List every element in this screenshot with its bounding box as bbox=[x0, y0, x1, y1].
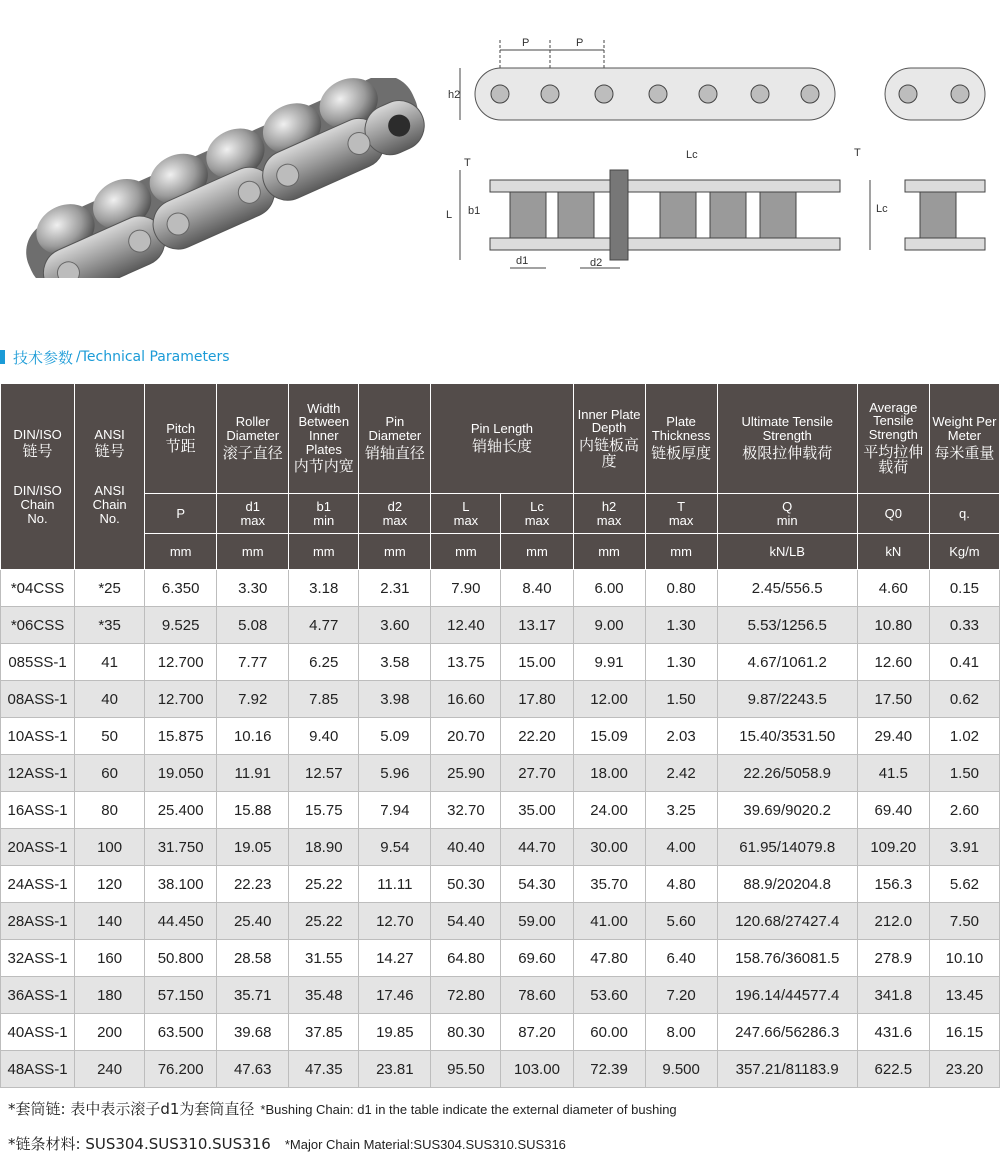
diagram-label-p1: P bbox=[522, 37, 530, 49]
table-cell: 19.050 bbox=[145, 755, 217, 792]
table-cell: 20ASS-1 bbox=[1, 829, 75, 866]
col-pin-length: Pin Length 销轴长度 bbox=[431, 384, 573, 494]
unit-w: Kg/m bbox=[929, 534, 999, 570]
unit-t: mm bbox=[645, 534, 717, 570]
table-cell: 9.525 bbox=[145, 607, 217, 644]
table-cell: 0.15 bbox=[929, 570, 999, 607]
table-row bbox=[1, 607, 1000, 644]
table-cell: 12.700 bbox=[145, 644, 217, 681]
table-cell: 15.00 bbox=[501, 644, 573, 681]
table-cell: 240 bbox=[75, 1051, 145, 1088]
table-row bbox=[1, 1014, 1000, 1051]
col-ansi: ANSI 链号 ANSI Chain No. bbox=[75, 384, 145, 570]
table-cell: 15.88 bbox=[217, 792, 289, 829]
col-roller: Roller Diameter 滚子直径 bbox=[217, 384, 289, 494]
table-cell: 22.23 bbox=[217, 866, 289, 903]
sym-l: L max bbox=[431, 494, 501, 534]
table-cell: 54.30 bbox=[501, 866, 573, 903]
table-cell: 20.70 bbox=[431, 718, 501, 755]
diagram-label-p2: P bbox=[576, 37, 584, 49]
table-cell: 7.92 bbox=[217, 681, 289, 718]
table-cell: 7.94 bbox=[359, 792, 431, 829]
table-row bbox=[1, 829, 1000, 866]
table-cell: 6.350 bbox=[145, 570, 217, 607]
table-cell: 28.58 bbox=[217, 940, 289, 977]
table-cell: 47.35 bbox=[289, 1051, 359, 1088]
table-cell: 5.62 bbox=[929, 866, 999, 903]
table-cell: 13.17 bbox=[501, 607, 573, 644]
table-row bbox=[1, 644, 1000, 681]
table-cell: 39.68 bbox=[217, 1014, 289, 1051]
table-cell: 9.91 bbox=[573, 644, 645, 681]
unit-d2: mm bbox=[359, 534, 431, 570]
table-cell: 109.20 bbox=[857, 829, 929, 866]
table-cell: 95.50 bbox=[431, 1051, 501, 1088]
table-cell: 9.87/2243.5 bbox=[717, 681, 857, 718]
table-cell: 28ASS-1 bbox=[1, 903, 75, 940]
table-cell: 88.9/20204.8 bbox=[717, 866, 857, 903]
sym-d1: d1 max bbox=[217, 494, 289, 534]
table-cell: 60 bbox=[75, 755, 145, 792]
table-cell: 120.68/27427.4 bbox=[717, 903, 857, 940]
table-cell: 35.70 bbox=[573, 866, 645, 903]
table-cell: 69.40 bbox=[857, 792, 929, 829]
table-cell: 18.90 bbox=[289, 829, 359, 866]
table-cell: 31.750 bbox=[145, 829, 217, 866]
table-cell: 6.00 bbox=[573, 570, 645, 607]
table-cell: 7.90 bbox=[431, 570, 501, 607]
col-plate: Plate Thickness 链板厚度 bbox=[645, 384, 717, 494]
table-cell: 47.80 bbox=[573, 940, 645, 977]
table-cell: 64.80 bbox=[431, 940, 501, 977]
table-cell: 15.75 bbox=[289, 792, 359, 829]
table-cell: 2.31 bbox=[359, 570, 431, 607]
table-cell: 25.40 bbox=[217, 903, 289, 940]
table-cell: 12.40 bbox=[431, 607, 501, 644]
table-row bbox=[1, 681, 1000, 718]
table-cell: 19.85 bbox=[359, 1014, 431, 1051]
table-cell: 37.85 bbox=[289, 1014, 359, 1051]
table-cell: 87.20 bbox=[501, 1014, 573, 1051]
table-cell: 3.60 bbox=[359, 607, 431, 644]
table-cell: 1.02 bbox=[929, 718, 999, 755]
table-cell: 14.27 bbox=[359, 940, 431, 977]
table-cell: 19.05 bbox=[217, 829, 289, 866]
table-cell: 2.60 bbox=[929, 792, 999, 829]
unit-q0: kN bbox=[857, 534, 929, 570]
table-cell: 72.80 bbox=[431, 977, 501, 1014]
table-cell: 40ASS-1 bbox=[1, 1014, 75, 1051]
col-inner: Inner Plate Depth 内链板高度 bbox=[573, 384, 645, 494]
table-cell: 2.03 bbox=[645, 718, 717, 755]
table-cell: 158.76/36081.5 bbox=[717, 940, 857, 977]
diagram-label-h2: h2 bbox=[448, 89, 461, 101]
table-cell: 120 bbox=[75, 866, 145, 903]
table-cell: 4.77 bbox=[289, 607, 359, 644]
table-cell: 17.46 bbox=[359, 977, 431, 1014]
table-cell: 57.150 bbox=[145, 977, 217, 1014]
table-cell: 0.80 bbox=[645, 570, 717, 607]
table-row bbox=[1, 977, 1000, 1014]
table-cell: 8.00 bbox=[645, 1014, 717, 1051]
table-cell: 6.25 bbox=[289, 644, 359, 681]
table-cell: *04CSS bbox=[1, 570, 75, 607]
table-cell: 16.15 bbox=[929, 1014, 999, 1051]
table-cell: 41.00 bbox=[573, 903, 645, 940]
col-din: DIN/ISO 链号 DIN/ISO Chain No. bbox=[1, 384, 75, 570]
sym-q0: Q0 bbox=[857, 494, 929, 534]
table-cell: 7.50 bbox=[929, 903, 999, 940]
table-cell: 16ASS-1 bbox=[1, 792, 75, 829]
spec-table-body bbox=[1, 570, 1000, 1088]
table-cell: 08ASS-1 bbox=[1, 681, 75, 718]
unit-p: mm bbox=[145, 534, 217, 570]
table-cell: 0.33 bbox=[929, 607, 999, 644]
unit-l: mm bbox=[431, 534, 501, 570]
table-cell: 8.40 bbox=[501, 570, 573, 607]
table-cell: 431.6 bbox=[857, 1014, 929, 1051]
sym-d2: d2 max bbox=[359, 494, 431, 534]
table-cell: 5.53/1256.5 bbox=[717, 607, 857, 644]
table-cell: 29.40 bbox=[857, 718, 929, 755]
unit-b1: mm bbox=[289, 534, 359, 570]
table-cell: 35.48 bbox=[289, 977, 359, 1014]
table-cell: 9.500 bbox=[645, 1051, 717, 1088]
table-cell: *06CSS bbox=[1, 607, 75, 644]
table-cell: 22.26/5058.9 bbox=[717, 755, 857, 792]
table-cell: 18.00 bbox=[573, 755, 645, 792]
table-cell: 36ASS-1 bbox=[1, 977, 75, 1014]
table-cell: 156.3 bbox=[857, 866, 929, 903]
table-row bbox=[1, 1051, 1000, 1088]
diagram-label-l: L bbox=[446, 209, 453, 221]
table-cell: 78.60 bbox=[501, 977, 573, 1014]
table-cell: 12.70 bbox=[359, 903, 431, 940]
table-cell: 27.70 bbox=[501, 755, 573, 792]
note-material: *链条材料: SUS304.SUS310.SUS316 *Major Chain Material:SUS304.SUS310.SUS316 bbox=[8, 1135, 566, 1153]
col-weight: Weight Per Meter 每米重量 bbox=[929, 384, 999, 494]
table-cell: 15.09 bbox=[573, 718, 645, 755]
diagram-label-lc-right: Lc bbox=[876, 203, 888, 215]
table-cell: 35.71 bbox=[217, 977, 289, 1014]
table-cell: 35.00 bbox=[501, 792, 573, 829]
table-cell: 38.100 bbox=[145, 866, 217, 903]
diagram-label-t-right: T bbox=[854, 147, 861, 159]
diagram-label-d1: d1 bbox=[516, 255, 529, 267]
table-row bbox=[1, 866, 1000, 903]
table-cell: 10.16 bbox=[217, 718, 289, 755]
section-title-en: /Technical Parameters bbox=[76, 349, 230, 365]
table-cell: 39.69/9020.2 bbox=[717, 792, 857, 829]
col-width: Width Between Inner Plates 内节内宽 bbox=[289, 384, 359, 494]
table-cell: 72.39 bbox=[573, 1051, 645, 1088]
table-cell: 6.40 bbox=[645, 940, 717, 977]
table-cell: 5.09 bbox=[359, 718, 431, 755]
table-cell: 3.98 bbox=[359, 681, 431, 718]
table-cell: 11.91 bbox=[217, 755, 289, 792]
table-cell: 17.80 bbox=[501, 681, 573, 718]
note-bushing: *套筒链: 表中表示滚子d1为套筒直径 *Bushing Chain: d1 in the table indicate the external diameter of bushing bbox=[8, 1100, 677, 1118]
table-cell: 40.40 bbox=[431, 829, 501, 866]
table-row bbox=[1, 570, 1000, 607]
table-cell: 7.77 bbox=[217, 644, 289, 681]
table-cell: 50 bbox=[75, 718, 145, 755]
table-cell: 100 bbox=[75, 829, 145, 866]
table-cell: 17.50 bbox=[857, 681, 929, 718]
sym-w: q. bbox=[929, 494, 999, 534]
unit-lc: mm bbox=[501, 534, 573, 570]
table-cell: 69.60 bbox=[501, 940, 573, 977]
table-cell: 085SS-1 bbox=[1, 644, 75, 681]
table-cell: 80 bbox=[75, 792, 145, 829]
unit-h2: mm bbox=[573, 534, 645, 570]
table-cell: 32.70 bbox=[431, 792, 501, 829]
table-cell: 44.70 bbox=[501, 829, 573, 866]
sym-p: P bbox=[145, 494, 217, 534]
table-cell: 3.25 bbox=[645, 792, 717, 829]
table-cell: 50.800 bbox=[145, 940, 217, 977]
table-cell: 24.00 bbox=[573, 792, 645, 829]
table-cell: 2.42 bbox=[645, 755, 717, 792]
table-cell: 5.60 bbox=[645, 903, 717, 940]
table-cell: 15.40/3531.50 bbox=[717, 718, 857, 755]
table-cell: 10ASS-1 bbox=[1, 718, 75, 755]
table-cell: 357.21/81183.9 bbox=[717, 1051, 857, 1088]
table-cell: 25.22 bbox=[289, 903, 359, 940]
table-cell: 48ASS-1 bbox=[1, 1051, 75, 1088]
chain-photo bbox=[0, 78, 440, 278]
section-title-cn: 技术参数 bbox=[13, 348, 74, 367]
table-cell: 25.22 bbox=[289, 866, 359, 903]
table-cell: 40 bbox=[75, 681, 145, 718]
table-cell: 212.0 bbox=[857, 903, 929, 940]
unit-q: kN/LB bbox=[717, 534, 857, 570]
table-cell: 622.5 bbox=[857, 1051, 929, 1088]
table-cell: 3.91 bbox=[929, 829, 999, 866]
unit-d1: mm bbox=[217, 534, 289, 570]
table-cell: 10.80 bbox=[857, 607, 929, 644]
col-average: Average Tensile Strength 平均拉伸载荷 bbox=[857, 384, 929, 494]
table-cell: 11.11 bbox=[359, 866, 431, 903]
sym-b1: b1 min bbox=[289, 494, 359, 534]
diagram-label-d2: d2 bbox=[590, 257, 603, 269]
table-cell: 5.96 bbox=[359, 755, 431, 792]
table-cell: 1.30 bbox=[645, 607, 717, 644]
table-cell: 196.14/44577.4 bbox=[717, 977, 857, 1014]
table-cell: 180 bbox=[75, 977, 145, 1014]
table-cell: 12ASS-1 bbox=[1, 755, 75, 792]
table-cell: 4.80 bbox=[645, 866, 717, 903]
table-cell: 59.00 bbox=[501, 903, 573, 940]
table-cell: 24ASS-1 bbox=[1, 866, 75, 903]
diagram-label-t-top: T bbox=[464, 157, 471, 169]
table-cell: 47.63 bbox=[217, 1051, 289, 1088]
table-cell: *35 bbox=[75, 607, 145, 644]
table-cell: 1.50 bbox=[645, 681, 717, 718]
table-cell: 4.67/1061.2 bbox=[717, 644, 857, 681]
table-row bbox=[1, 940, 1000, 977]
table-cell: 63.500 bbox=[145, 1014, 217, 1051]
sym-h2: h2 max bbox=[573, 494, 645, 534]
table-cell: 4.60 bbox=[857, 570, 929, 607]
chain-diagram bbox=[430, 30, 1000, 280]
table-cell: 61.95/14079.8 bbox=[717, 829, 857, 866]
table-cell: 80.30 bbox=[431, 1014, 501, 1051]
table-cell: 7.20 bbox=[645, 977, 717, 1014]
table-cell: 0.62 bbox=[929, 681, 999, 718]
table-cell: 12.57 bbox=[289, 755, 359, 792]
table-cell: 3.58 bbox=[359, 644, 431, 681]
sym-q: Q min bbox=[717, 494, 857, 534]
table-cell: 341.8 bbox=[857, 977, 929, 1014]
table-cell: 15.875 bbox=[145, 718, 217, 755]
table-cell: 44.450 bbox=[145, 903, 217, 940]
table-cell: *25 bbox=[75, 570, 145, 607]
table-cell: 53.60 bbox=[573, 977, 645, 1014]
table-cell: 9.54 bbox=[359, 829, 431, 866]
table-cell: 9.00 bbox=[573, 607, 645, 644]
table-cell: 25.400 bbox=[145, 792, 217, 829]
table-cell: 13.45 bbox=[929, 977, 999, 1014]
table-cell: 2.45/556.5 bbox=[717, 570, 857, 607]
table-cell: 13.75 bbox=[431, 644, 501, 681]
table-cell: 12.700 bbox=[145, 681, 217, 718]
table-cell: 3.30 bbox=[217, 570, 289, 607]
table-cell: 32ASS-1 bbox=[1, 940, 75, 977]
table-cell: 54.40 bbox=[431, 903, 501, 940]
table-cell: 140 bbox=[75, 903, 145, 940]
sym-lc: Lc max bbox=[501, 494, 573, 534]
table-cell: 12.60 bbox=[857, 644, 929, 681]
spec-table bbox=[0, 383, 1000, 1088]
table-row bbox=[1, 755, 1000, 792]
table-cell: 16.60 bbox=[431, 681, 501, 718]
sym-t: T max bbox=[645, 494, 717, 534]
col-pin: Pin Diameter 销轴直径 bbox=[359, 384, 431, 494]
table-cell: 41.5 bbox=[857, 755, 929, 792]
table-cell: 278.9 bbox=[857, 940, 929, 977]
table-cell: 9.40 bbox=[289, 718, 359, 755]
table-row bbox=[1, 903, 1000, 940]
table-cell: 22.20 bbox=[501, 718, 573, 755]
table-cell: 50.30 bbox=[431, 866, 501, 903]
table-cell: 247.66/56286.3 bbox=[717, 1014, 857, 1051]
table-cell: 1.50 bbox=[929, 755, 999, 792]
table-row bbox=[1, 718, 1000, 755]
diagram-label-lc-top: Lc bbox=[686, 149, 698, 161]
table-cell: 103.00 bbox=[501, 1051, 573, 1088]
table-cell: 10.10 bbox=[929, 940, 999, 977]
table-cell: 4.00 bbox=[645, 829, 717, 866]
table-row bbox=[1, 792, 1000, 829]
section-title bbox=[0, 345, 230, 369]
table-cell: 31.55 bbox=[289, 940, 359, 977]
table-cell: 76.200 bbox=[145, 1051, 217, 1088]
table-cell: 200 bbox=[75, 1014, 145, 1051]
table-cell: 30.00 bbox=[573, 829, 645, 866]
col-ultimate: Ultimate Tensile Strength 极限拉伸载荷 bbox=[717, 384, 857, 494]
diagram-label-b1: b1 bbox=[468, 205, 481, 217]
table-cell: 23.81 bbox=[359, 1051, 431, 1088]
table-cell: 3.18 bbox=[289, 570, 359, 607]
table-cell: 160 bbox=[75, 940, 145, 977]
table-cell: 7.85 bbox=[289, 681, 359, 718]
table-cell: 12.00 bbox=[573, 681, 645, 718]
table-cell: 60.00 bbox=[573, 1014, 645, 1051]
section-marker bbox=[0, 350, 5, 364]
table-cell: 0.41 bbox=[929, 644, 999, 681]
table-cell: 5.08 bbox=[217, 607, 289, 644]
table-cell: 1.30 bbox=[645, 644, 717, 681]
table-cell: 25.90 bbox=[431, 755, 501, 792]
table-cell: 23.20 bbox=[929, 1051, 999, 1088]
col-pitch: Pitch 节距 bbox=[145, 384, 217, 494]
table-cell: 41 bbox=[75, 644, 145, 681]
